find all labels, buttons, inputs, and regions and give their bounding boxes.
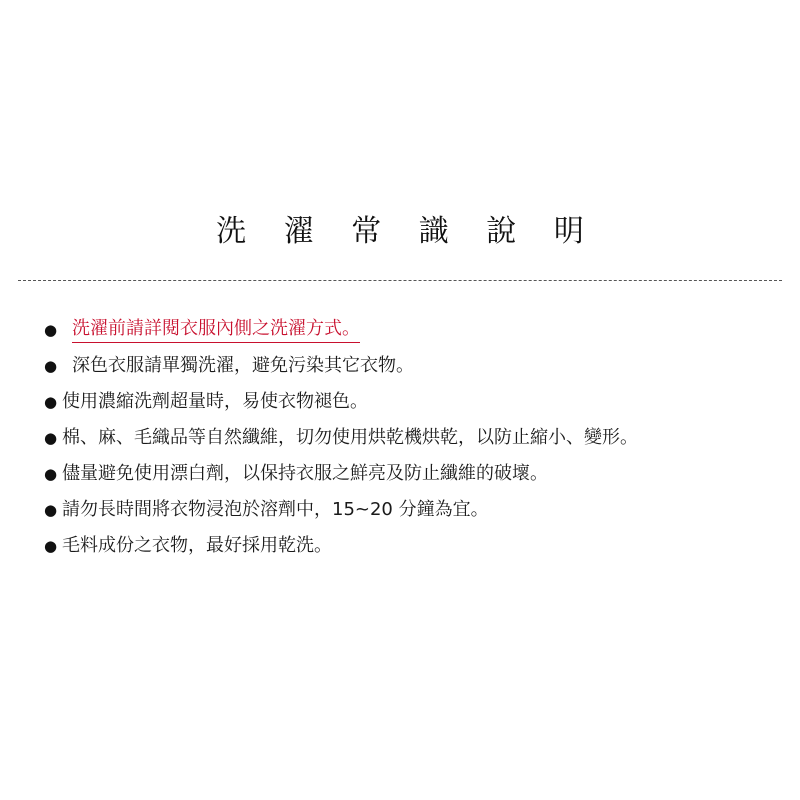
washing-notes-list	[44, 312, 784, 564]
bullet-icon: ●	[44, 357, 58, 375]
list-item	[44, 420, 784, 456]
note-text: 深色衣服請單獨洗濯，避免污染其它衣物。	[72, 355, 414, 376]
list-item	[44, 312, 784, 348]
note-text: 棉、麻、毛織品等自然纖維，切勿使用烘乾機烘乾，以防止縮小、變形。	[62, 427, 638, 448]
note-text: 使用濃縮洗劑超量時，易使衣物褪色。	[62, 391, 368, 412]
list-item	[44, 492, 784, 528]
dashed-divider	[18, 280, 782, 281]
list-item	[44, 384, 784, 420]
bullet-icon: ●	[44, 501, 58, 519]
list-item	[44, 348, 784, 384]
note-text: 毛料成份之衣物，最好採用乾洗。	[62, 535, 332, 556]
bullet-icon: ●	[44, 429, 58, 447]
note-text: 儘量避免使用漂白劑，以保持衣服之鮮亮及防止纖維的破壞。	[62, 463, 548, 484]
list-item	[44, 456, 784, 492]
list-item	[44, 528, 784, 564]
bullet-icon: ●	[44, 393, 58, 411]
bullet-icon: ●	[44, 465, 58, 483]
warning-note-text: 洗濯前請詳閱衣服內側之洗濯方式。	[72, 317, 360, 343]
note-text: 請勿長時間將衣物浸泡於溶劑中，15~20 分鐘為宜。	[62, 499, 489, 520]
bullet-icon: ●	[44, 537, 58, 555]
page-title: 洗 濯 常 識 說 明	[216, 214, 598, 249]
bullet-icon: ●	[44, 321, 58, 339]
